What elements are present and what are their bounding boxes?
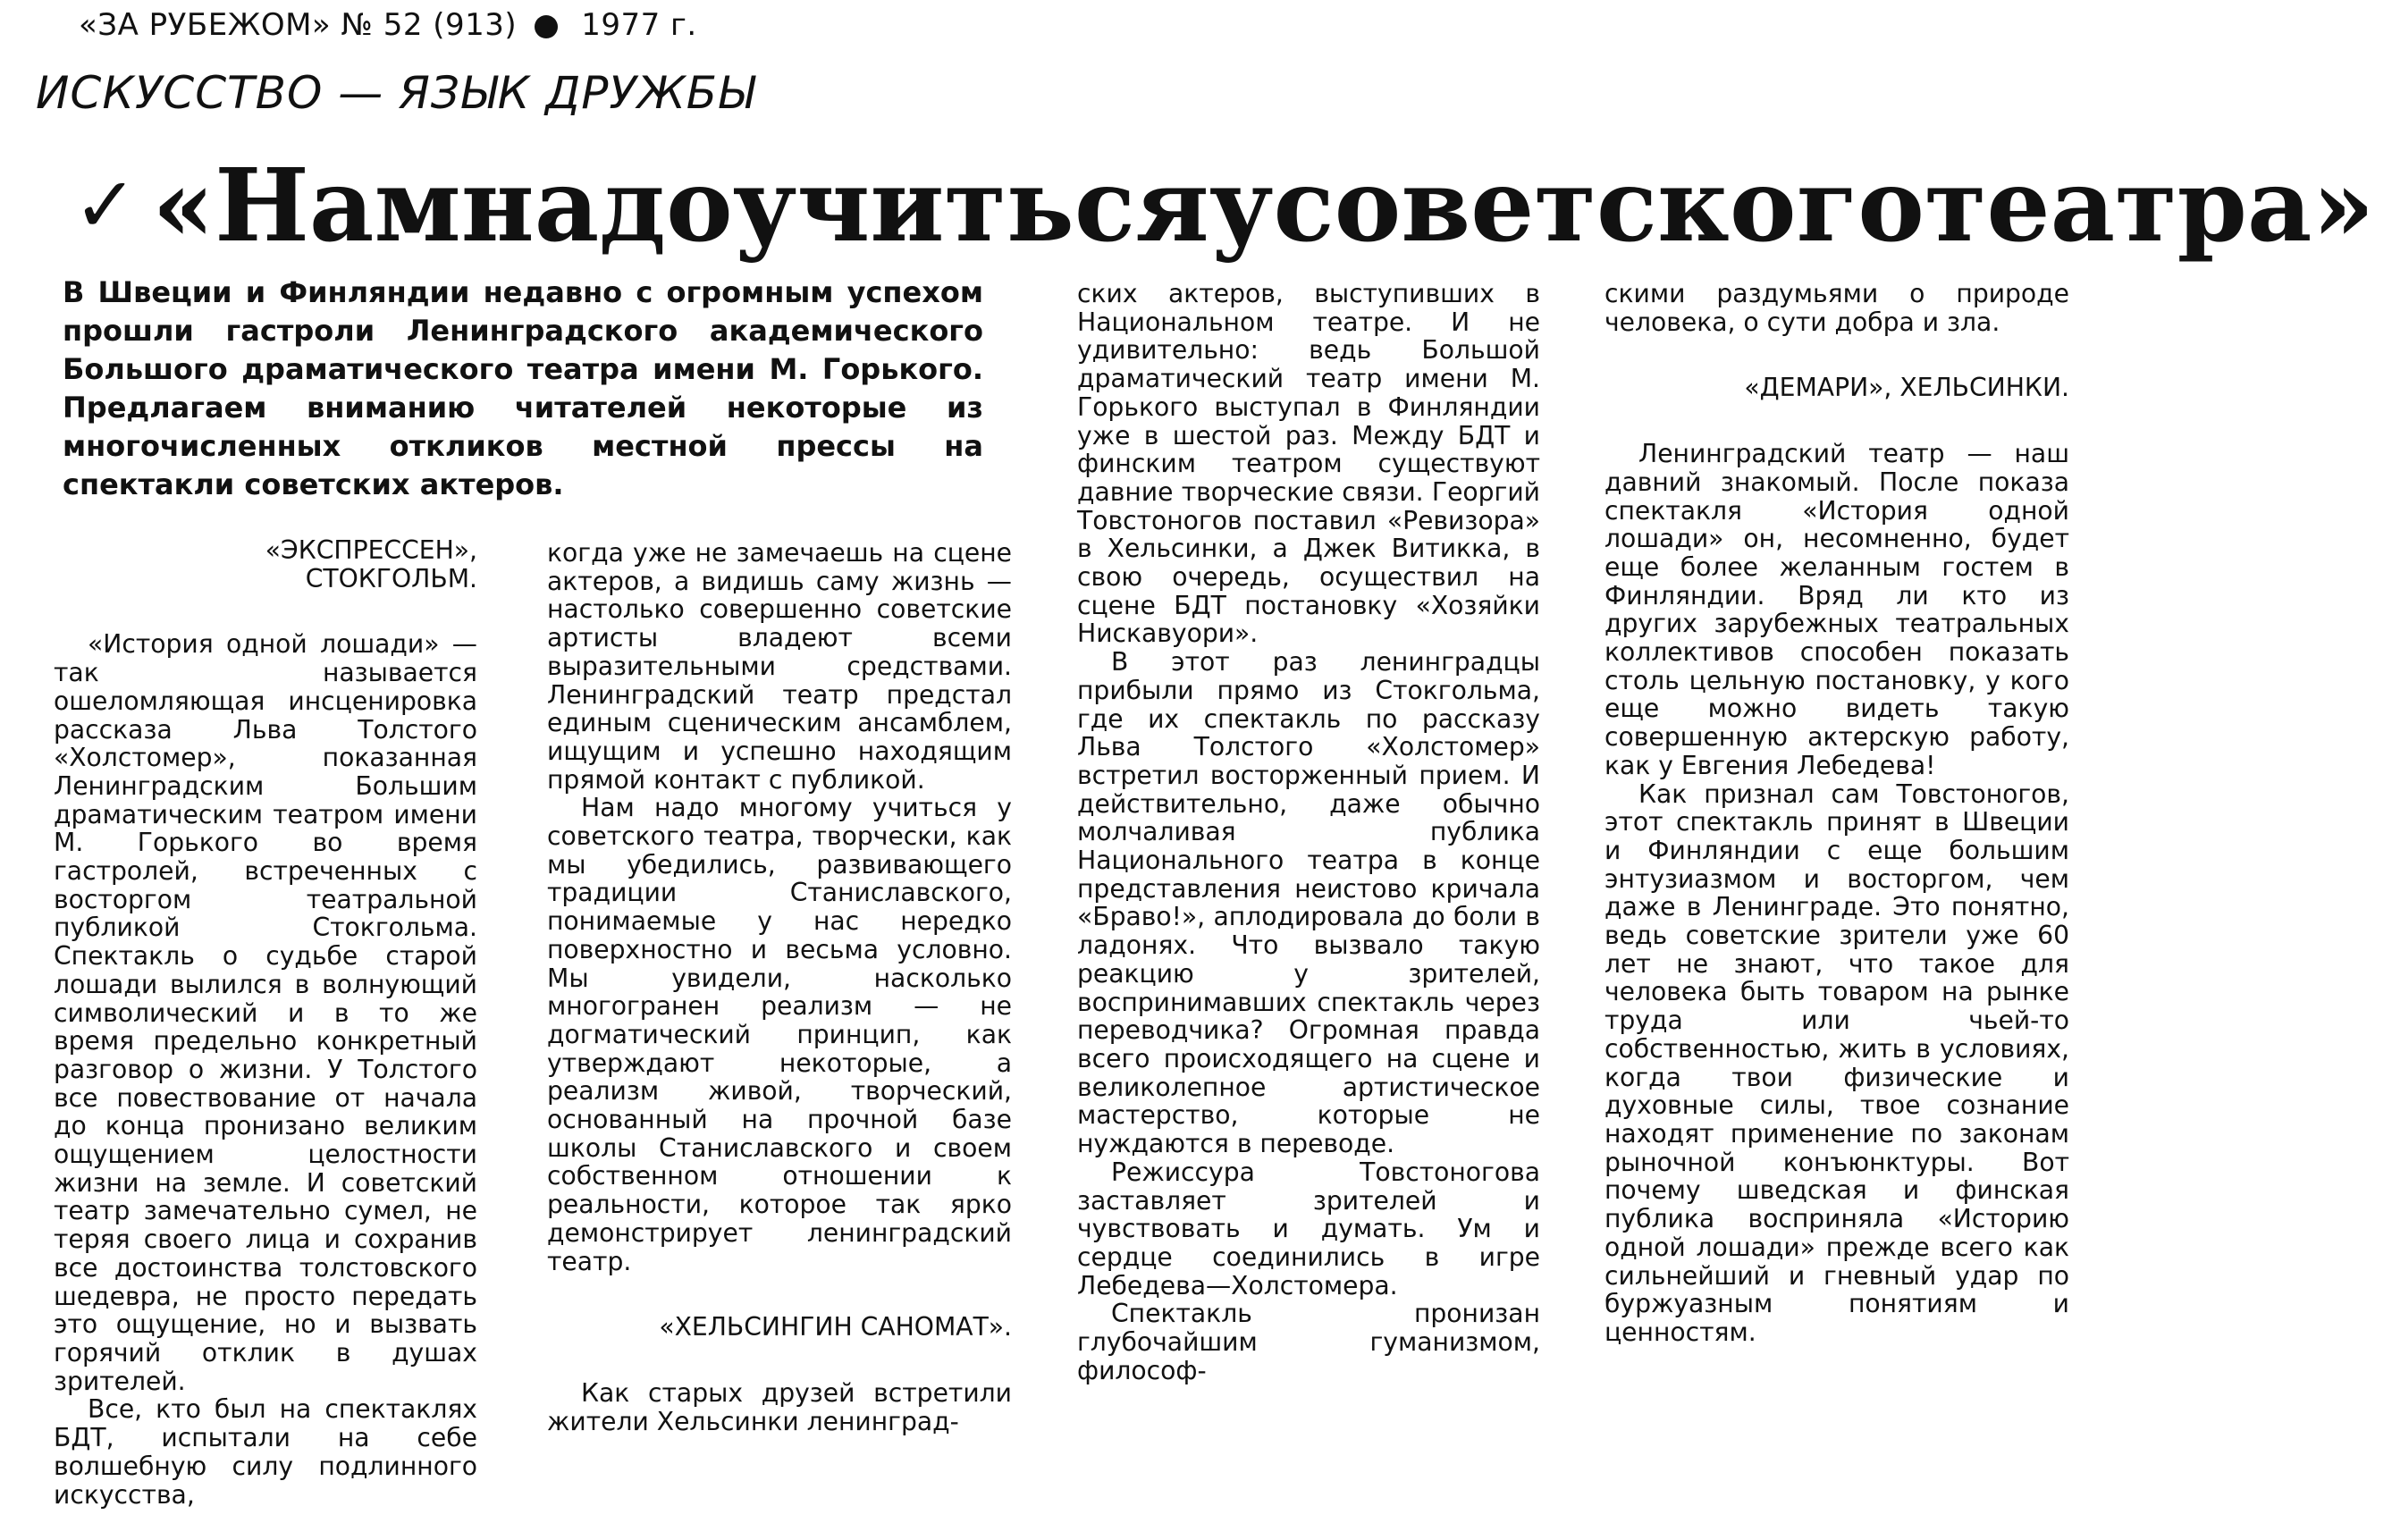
column-3 xyxy=(1077,280,1540,1384)
lead-paragraph: В Швеции и Финляндии недавно с огромным успехом прошли гастроли Ленинградского академического Большого драматического театра имени М. Горького. Предлагаем вниманию читателей некоторые из многочисленных откликов местной прессы на спектакли советских актеров. xyxy=(63,275,983,501)
masthead-year: 1977 г. xyxy=(581,7,697,43)
stamp-mark-icon xyxy=(535,15,558,38)
headline xyxy=(73,147,2375,265)
headline-word: «Нам xyxy=(152,147,461,265)
headline-text xyxy=(152,147,2392,265)
paragraph: Ленинградский театр — наш давний знакомый. После показа спектакля «История одной лошади» он, несомненно, будет еще более желанным гостем в Финляндии. Вряд ли кто из других зарубежных театральных коллективов способен показать столь цельную постановку, у кого еще можно видеть такую совершенную актерскую работу, как у Евгения Лебедева! xyxy=(1604,439,2069,780)
paragraph: Нам надо многому учиться у советского театра, творчески, как мы убедились, развивающего традиции Станиславского, понимаемые у нас нередко поверхностно и весьма условно. Мы увидели, насколько многогранен реализм — не догматический принцип, как утверждают некоторые, а реализм живой, творческий, основанный на прочной базе школы Станиславского и своем собственном отношении к реальности, которое так ярко демонстрирует ленинградский театр. xyxy=(547,793,1012,1276)
headline-word: у xyxy=(1209,147,1274,265)
source-demari: «ДЕМАРИ», ХЕЛЬСИНКИ. xyxy=(1744,373,2069,403)
rubric-text: ИСКУССТВО — ЯЗЫК ДРУЖБЫ xyxy=(36,67,755,119)
paragraph: Режиссура Товстоногова заставляет зрителей и чувствовать и думать. Ум и сердце соединились в игре Лебедева—Холстомера. xyxy=(1077,1157,1540,1300)
paragraph: Спектакль пронизан глубочайшим гуманизмом, философ- xyxy=(1077,1299,1540,1385)
paragraph: скими раздумьями о природе человека, о сути добра и зла. xyxy=(1604,279,2069,337)
headline-word: театра» xyxy=(1924,147,2375,265)
column-2 xyxy=(547,539,1012,1435)
masthead-title: «ЗА РУБЕЖОМ» № 52 (913) xyxy=(79,7,518,43)
masthead xyxy=(79,7,697,43)
paragraph: Как старых друзей встретили жители Хельсинки ленинград- xyxy=(547,1377,1012,1436)
headline-word: учиться xyxy=(732,147,1209,265)
paragraph: Как признал сам Товстоногов, этот спектакль принят в Швеции и Финляндии с еще большим энтузиазмом и восторгом, чем даже в Ленинграде. Это понятно, ведь советские зрители уже 60 лет не знают, что такое для человека быть товаром на рынке труда или чьей-то собственностью, жить в условиях, когда твои физические и духовные силы, твое сознание находят применение по законам рыночной конъюнктуры. Вот почему шведская и финская публика восприняла «Историю одной лошади» прежде всего как сильнейший и гневный удар по буржуазным понятиям и ценностям. xyxy=(1604,778,2069,1347)
headline-word: советского xyxy=(1273,147,1925,265)
paragraph: Все, кто был на спектаклях БДТ, испытали на себе волшебную силу подлинного искусства, xyxy=(54,1394,477,1510)
rubric xyxy=(36,67,755,119)
paragraph: «История одной лошади» — так называется ошеломляющая инсценировка рассказа Льва Толстого «Холстомер», показанная Ленинградским Большим драматическим театром имени М. Горького во время гастролей, встреченных с восторгом театральной публикой Стокгольма. Спектакль о судьбе старой лошади вылился в волнующий символический и в то же время предельно конкретный разговор о жизни. У Толстого все повествование от начала до конца пронизано великим ощущением целостности жизни на земле. И советский театр замечательно сумел, не теряя своего лица и сохранив все достоинства толстовского шедевра, не просто передать это ощущение, но и вызвать горячий отклик в душах зрителей. xyxy=(54,629,477,1396)
headline-word: надо xyxy=(460,147,733,265)
source-helsingin-sanomat: «ХЕЛЬСИНГИН САНОМАТ». xyxy=(659,1312,1012,1342)
handwritten-mark-icon: ✓ xyxy=(73,161,139,250)
column-1 xyxy=(54,536,477,1509)
paragraph: когда уже не замечаешь на сцене актеров, а видишь саму жизнь — настолько совершенно советские артисты владеют всеми выразительными средствами. Ленинградский театр предстал единым сценическим ансамблем, ищущим и успешно находящим прямой контакт с публикой. xyxy=(547,538,1012,795)
source-expressen-city: СТОКГОЛЬМ. xyxy=(305,563,477,593)
paragraph: ских актеров, выступивших в Национальном театре. И не удивительно: ведь Большой драматический театр имени М. Горького выступал в Финляндии уже в шестой раз. Между БДТ и финским театром существуют давние творческие связи. Георгий Товстоногов поставил «Ревизора» в Хельсинки, а Джек Витикка, в свою очередь, осуществил на сцене БДТ постановку «Хозяйки Нискавуори». xyxy=(1077,279,1540,649)
column-4 xyxy=(1604,280,2069,1347)
paragraph: В этот раз ленинградцы прибыли прямо из Стокгольма, где их спектакль по рассказу Льва Толстого «Холстомер» встретил восторженный прием. И действительно, даже обычно молчаливая публика Национального театра в конце представления неистово кричала «Браво!», аплодировала до боли в ладонях. Что вызвало такую реакцию у зрителей, воспринимавших спектакль через переводчика? Огромная правда всего происходящего на сцене и великолепное артистическое мастерство, которые не нуждаются в переводе. xyxy=(1077,647,1540,1159)
source-expressen-name: «ЭКСПРЕССЕН», xyxy=(265,535,477,565)
